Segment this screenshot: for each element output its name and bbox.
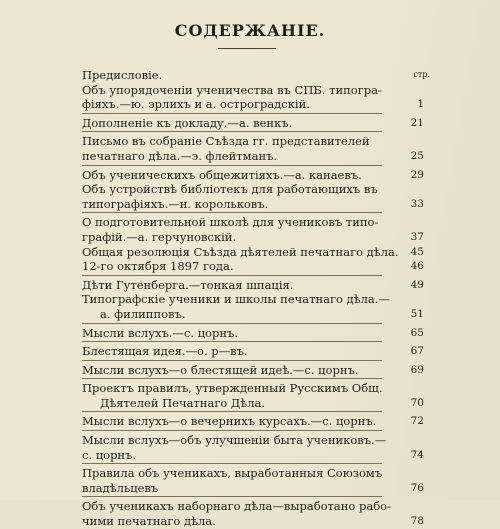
toc-entry (82, 277, 424, 293)
toc-entry-line: Объ упорядоченіи ученичества въ СПБ. типогра- (82, 82, 382, 97)
toc-page-number: 72 (410, 415, 424, 428)
table-of-contents (82, 68, 430, 529)
toc-page-number: 78 (410, 515, 424, 528)
title-underline (218, 48, 276, 49)
page-column-header: стр. (413, 70, 430, 79)
toc-entry-line: 12-го октября 1897 года. (82, 259, 234, 274)
toc-entry-line: Мысли вслухъ.—с. цорнъ. (82, 325, 239, 340)
toc-entry-line: Правила объ ученикахъ, выработанныя Союзомъ (82, 466, 383, 481)
toc-preface (82, 68, 430, 83)
toc-entry-line: Дѣятелей Печатнаго Дѣла. (100, 395, 266, 410)
toc-separator (82, 165, 382, 166)
toc-entry-line: Типографскіе ученики и школы печатнаго дѣла.— (82, 292, 390, 307)
toc-entry-line: чими печатнаго дѣла. (82, 514, 216, 529)
toc-page-number: 76 (410, 481, 424, 494)
toc-entry (82, 433, 424, 462)
toc-entry (82, 466, 424, 495)
toc-separator (82, 496, 382, 497)
toc-entry-line: типографіяхъ.—н. корольковъ. (82, 196, 269, 211)
toc-entry (82, 325, 424, 341)
toc-page-number: 45 (410, 245, 424, 258)
toc-entry-line: Блестящая идея.—о. р—въ. (82, 344, 248, 359)
toc-entry-line: Объ ученикахъ наборнаго дѣла—выработано рабо- (82, 499, 391, 514)
toc-separator (82, 411, 382, 412)
toc-entry (82, 499, 424, 529)
toc-entry (82, 82, 424, 112)
toc-separator (82, 131, 382, 132)
toc-entry-line: О подготовительной школѣ для учениковъ типо- (82, 215, 379, 230)
toc-entry (82, 115, 424, 131)
toc-page-number: 49 (410, 278, 424, 291)
toc-separator (82, 360, 382, 361)
toc-entry (82, 362, 424, 378)
toc-entry (82, 215, 424, 244)
toc-separator (82, 323, 382, 324)
toc-entry-line: Письмо въ собраніе Съѣзда гг. представителей (82, 134, 370, 149)
toc-entry-line: Мысли вслухъ—о вечернихъ курсахъ.—с. цорнъ. (82, 414, 377, 429)
toc-entry (82, 134, 424, 163)
toc-entry-line: Общая резолюція Съѣзда дѣятелей печатнаго дѣла. (82, 244, 399, 259)
toc-page-number: 33 (410, 197, 424, 210)
toc-entry-line: с. цорнъ. (82, 447, 137, 462)
toc-entry-line: а. филипповъ. (100, 306, 186, 321)
toc-entry (82, 182, 424, 211)
toc-entry (82, 381, 424, 410)
toc-entry-line: Объ ученическихъ общежитіяхъ.—а. канаевъ. (82, 167, 362, 182)
toc-entry-line: владѣльцевъ (82, 480, 159, 495)
toc-separator (82, 212, 382, 213)
toc-page-number: 74 (410, 448, 424, 461)
toc-entry-line: фіяхъ.—ю. эрлихъ и а. остроградскій. (82, 97, 310, 112)
toc-entry-line: графій.—а. герчуновскій. (82, 229, 237, 244)
toc-entry (82, 292, 424, 321)
toc-entry (82, 259, 424, 274)
toc-page-number: 70 (410, 396, 424, 409)
page-title: СОДЕРЖАНІЕ. (174, 21, 326, 40)
toc-page-number: 1 (417, 98, 424, 111)
toc-page-number: 29 (410, 168, 424, 181)
toc-page-number: 25 (410, 149, 424, 162)
toc-entry-line: Объ устройствѣ библіотекъ для работающихъ въ (82, 182, 378, 197)
toc-entry-line: Дополненіе къ докладу.—а. венкъ. (82, 115, 293, 130)
toc-entry-line: Дѣти Гутенберга.—тонкая шпація. (82, 277, 294, 292)
toc-entry-line: Мысли вслухъ—объ улучшеніи быта учениковъ.— (82, 433, 387, 448)
toc-entry-line: Мысли вслухъ—о блестящей идеѣ.—с. цорнъ. (82, 362, 359, 377)
toc-page-number: 21 (410, 116, 424, 129)
toc-page-number: 67 (410, 345, 424, 358)
toc-separator (82, 430, 382, 431)
toc-entry-line: Проектъ правилъ, утвержденный Русскимъ Общ. (82, 381, 383, 396)
toc-page-number: 69 (410, 363, 424, 376)
toc-separator (82, 113, 382, 114)
toc-entry (82, 167, 424, 183)
toc-entry (82, 414, 424, 429)
toc-page-number: 51 (410, 307, 424, 320)
toc-entry-line: печатнаго дѣла.—э. флейтманъ. (82, 148, 278, 163)
toc-separator (82, 463, 382, 464)
toc-page-number: 65 (410, 326, 424, 339)
toc-entry (82, 244, 424, 260)
toc-separator (82, 341, 382, 342)
toc-preface-label: Предисловіе. (82, 68, 163, 82)
toc-page-number: 37 (410, 230, 424, 243)
toc-separator (82, 275, 382, 276)
toc-page-number: 46 (410, 260, 424, 273)
toc-separator (82, 378, 382, 379)
toc-entry (82, 344, 424, 359)
